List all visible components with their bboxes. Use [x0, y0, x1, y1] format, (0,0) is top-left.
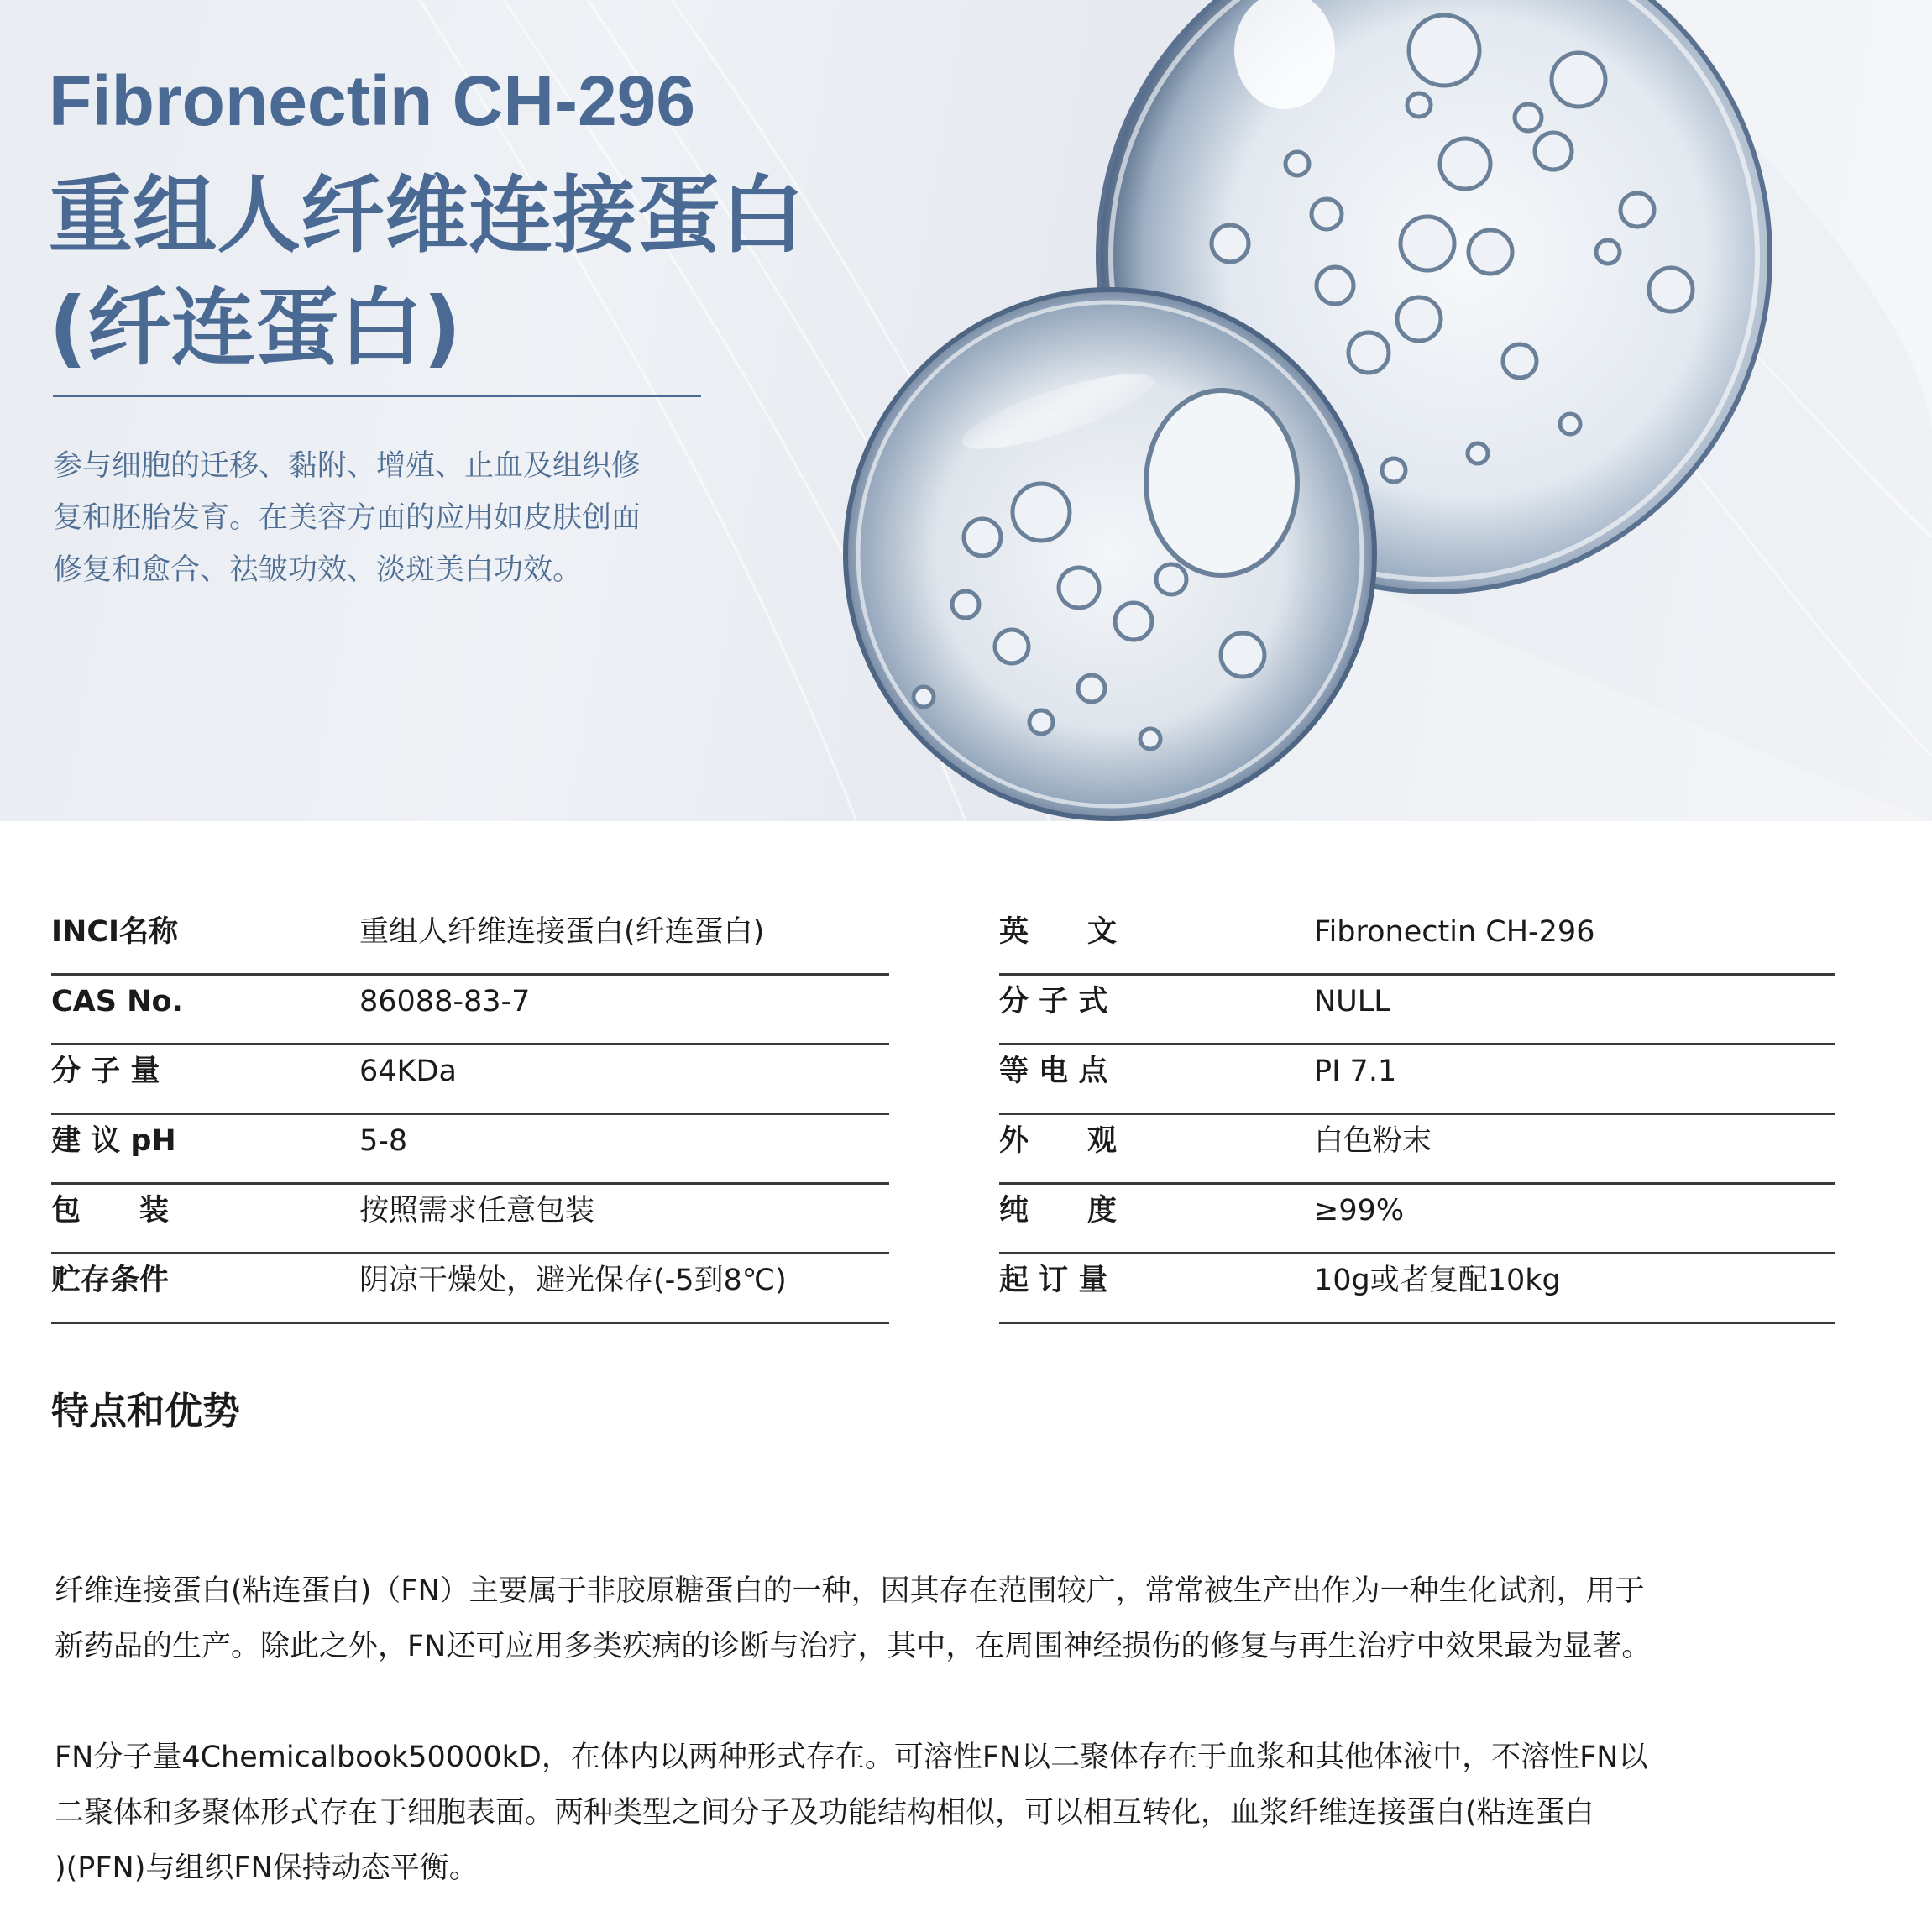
features-heading: 特点和优势 — [51, 1389, 241, 1433]
spec-label: INCI名称 — [51, 915, 179, 949]
paragraph-line: 新药品的生产。除此之外，FN还可应用多类疾病的诊断与治疗，其中，在周围神经损伤的修复与再生治疗中效果最为显著。 — [55, 1630, 1652, 1663]
product-summary-line: 复和胚胎发育。在美容方面的应用如皮肤创面 — [53, 501, 641, 535]
spec-row-packaging — [51, 1187, 889, 1254]
spec-value: 按照需求任意包装 — [359, 1194, 595, 1228]
spec-value: NULL — [1314, 985, 1390, 1018]
paragraph-line: FN分子量4Chemicalbook50000kD，在体内以两种形式存在。可溶性FN以二聚体存在于血浆和其他体液中，不溶性FN以 — [55, 1741, 1648, 1774]
spec-value: 64KDa — [359, 1055, 457, 1088]
spec-label: 贮存条件 — [51, 1264, 170, 1297]
features-paragraph-2 — [55, 1730, 1885, 1896]
spec-label: 外 观 — [999, 1124, 1118, 1158]
product-title-en: Fibronectin CH-296 — [49, 61, 696, 140]
spec-row-english-name — [999, 908, 1835, 976]
spec-row-inci — [51, 908, 889, 976]
paragraph-line: )(PFN)与组织FN保持动态平衡。 — [55, 1851, 479, 1885]
paragraph-line: 纤维连接蛋白(粘连蛋白)（FN）主要属于非胶原糖蛋白的一种，因其存在范围较广，常常被生产出作为一种生化试剂，用于 — [55, 1574, 1645, 1608]
spec-row-appearance — [999, 1118, 1835, 1185]
paragraph-line: 二聚体和多聚体形式存在于细胞表面。两种类型之间分子及功能结构相似，可以相互转化，血浆纤维连接蛋白(粘连蛋白 — [55, 1796, 1594, 1830]
spec-value: ≥99% — [1314, 1194, 1405, 1228]
product-summary-line: 修复和愈合、祛皱功效、淡斑美白功效。 — [53, 553, 583, 587]
product-title-cn — [49, 160, 804, 385]
product-summary-line: 参与细胞的迁移、黏附、增殖、止血及组织修 — [53, 449, 641, 483]
spec-label: 起 订 量 — [999, 1264, 1108, 1297]
spec-label: 分 子 式 — [999, 985, 1108, 1018]
product-title-cn-line2: (纤连蛋白) — [49, 279, 462, 377]
spec-row-cas — [51, 978, 889, 1045]
spec-row-formula — [999, 978, 1835, 1045]
spec-row-ph — [51, 1118, 889, 1185]
spec-value: 5-8 — [359, 1124, 408, 1158]
spec-label: 等 电 点 — [999, 1055, 1108, 1088]
spec-value: Fibronectin CH-296 — [1314, 915, 1595, 949]
spec-table-left — [51, 908, 889, 1327]
product-summary — [53, 440, 725, 596]
spec-row-moq — [999, 1257, 1835, 1324]
spec-value: PI 7.1 — [1314, 1055, 1397, 1088]
product-title-cn-line1: 重组人纤维连接蛋白 — [49, 166, 804, 264]
features-paragraph-1 — [55, 1563, 1885, 1674]
spec-label: 纯 度 — [999, 1194, 1118, 1228]
title-divider — [53, 395, 701, 397]
spec-label: CAS No. — [51, 985, 183, 1018]
spec-label: 英 文 — [999, 915, 1118, 949]
spec-row-molecular-weight — [51, 1048, 889, 1115]
spec-label: 分 子 量 — [51, 1055, 160, 1088]
spec-value: 重组人纤维连接蛋白(纤连蛋白) — [359, 915, 765, 949]
spec-label: 建 议 pH — [51, 1124, 176, 1158]
spec-row-purity — [999, 1187, 1835, 1254]
spec-value: 阴凉干燥处，避光保存(-5到8℃) — [359, 1264, 787, 1297]
spec-row-isoelectric-point — [999, 1048, 1835, 1115]
spec-value: 86088-83-7 — [359, 985, 531, 1018]
spec-value: 10g或者复配10kg — [1314, 1264, 1561, 1297]
hero-banner — [0, 0, 1932, 821]
spec-row-storage — [51, 1257, 889, 1324]
spec-value: 白色粉末 — [1314, 1124, 1432, 1158]
spec-label: 包 装 — [51, 1194, 170, 1228]
spec-table-right — [999, 908, 1835, 1327]
